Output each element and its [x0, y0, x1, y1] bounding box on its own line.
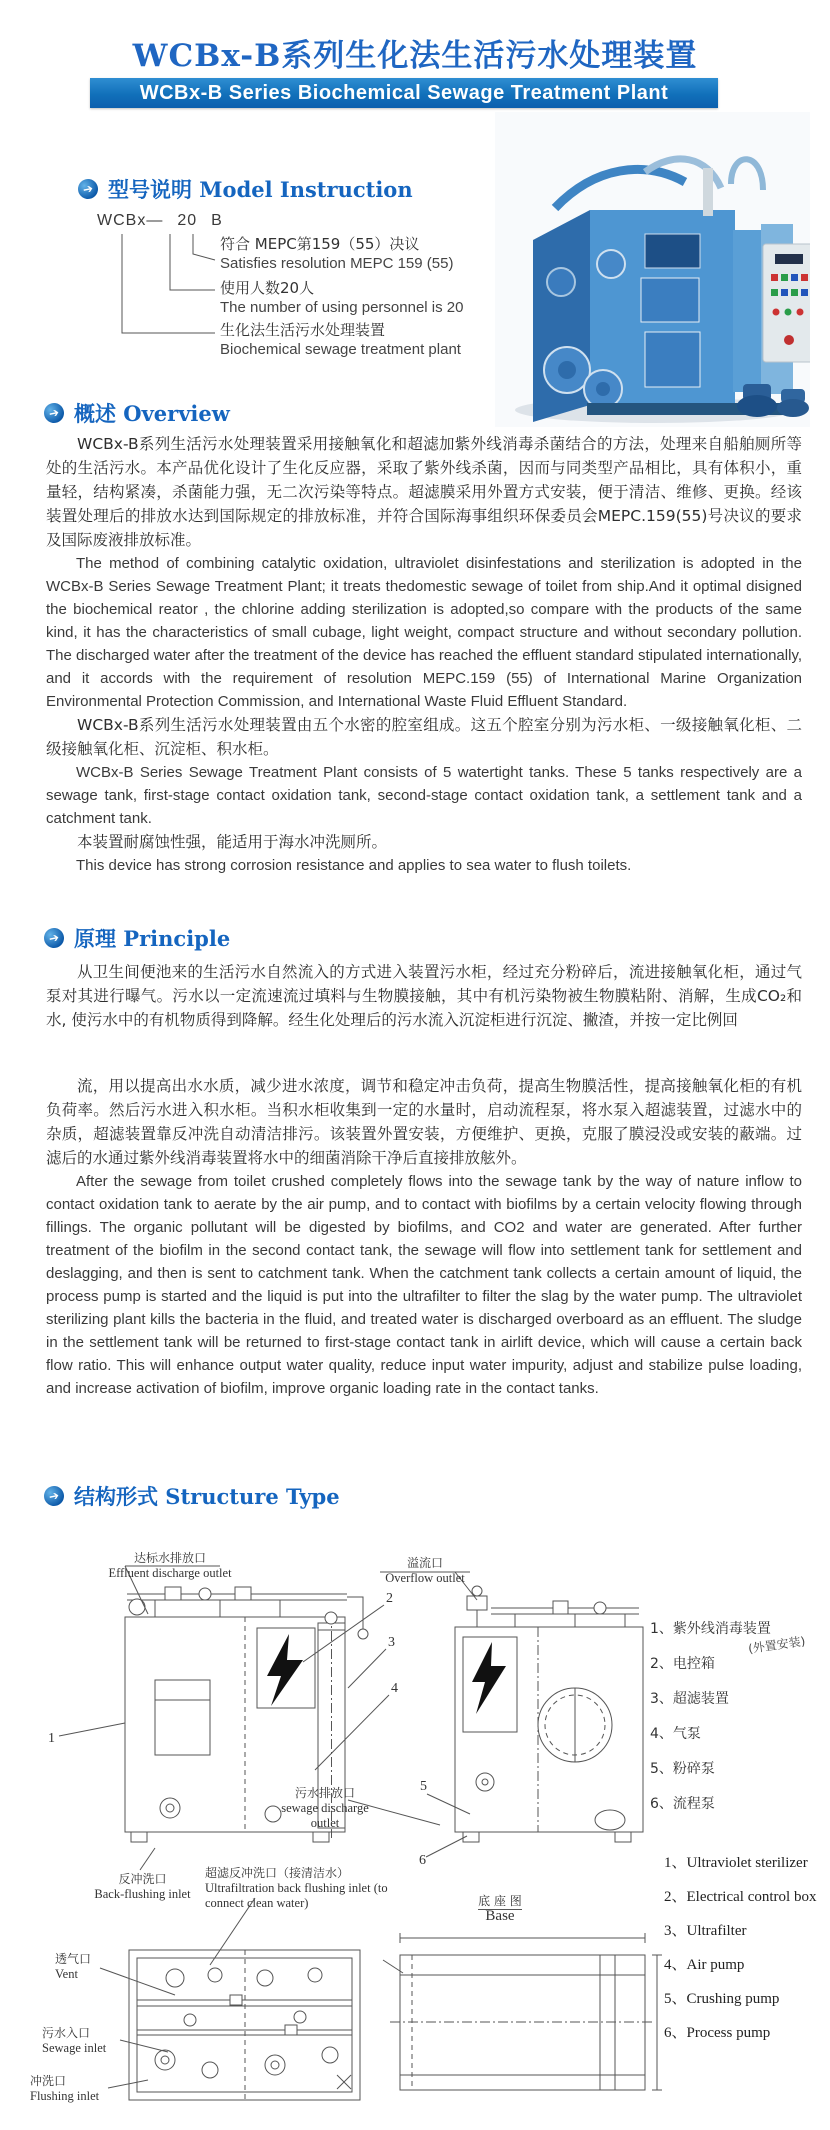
legend-zh-item-6: 6、流程泵	[650, 1796, 715, 1812]
front-view-right	[455, 1586, 643, 1842]
legend-en-item-3: 3、Ultrafilter	[664, 1923, 747, 1939]
legend-chinese	[650, 1612, 825, 1822]
page-title-zh: WCBx-B系列生化法生活污水处理装置	[132, 38, 698, 74]
section-heading-structure	[44, 1481, 340, 1511]
arrow-bullet-icon: ➔	[76, 177, 100, 201]
section-heading-model-text: 型号说明 Model Instruction	[108, 177, 413, 202]
model-code-prefix: WCBx—	[97, 212, 164, 229]
model-note-type	[220, 320, 640, 360]
label-back-flushing-inlet-zh: 反冲洗口	[118, 1872, 167, 1886]
callout-1: 1	[48, 1731, 55, 1746]
label-sewage-inlet	[42, 2026, 147, 2056]
label-back-flushing-inlet	[75, 1872, 210, 1902]
model-code-size: 20	[177, 212, 198, 229]
model-note-resolution-zh: 符合 MEPC第159（55）决议	[220, 235, 420, 253]
callout-3: 3	[388, 1635, 395, 1650]
legend-en-item-5: 5、Crushing pump	[664, 1991, 780, 2007]
legend-zh-item-1: 1、紫外线消毒装置	[650, 1621, 771, 1637]
legend-annotation-external-mount: (外置安装)	[747, 1634, 807, 1656]
legend-zh-item-4: 4、气泵	[650, 1726, 701, 1742]
label-effluent-outlet	[95, 1551, 245, 1581]
callout-4: 4	[391, 1681, 398, 1696]
label-sewage-discharge-outlet-zh: 污水排放口	[294, 1786, 355, 1800]
callout-5: 5	[420, 1779, 427, 1794]
legend-en-item-2: 2、Electrical control box	[664, 1889, 817, 1905]
label-overflow-outlet-zh: 溢流口	[406, 1556, 443, 1570]
label-effluent-outlet-zh: 达标水排放口	[133, 1551, 206, 1565]
callout-2: 2	[386, 1591, 393, 1606]
section-heading-structure-text: 结构形式 Structure Type	[74, 1484, 340, 1509]
label-vent-zh: 透气口	[55, 1952, 92, 1966]
legend-zh-item-3: 3、超滤装置	[650, 1691, 729, 1707]
model-code-variant: B	[211, 212, 223, 229]
model-note-personnel-zh: 使用人数20人	[220, 279, 315, 297]
plan-view	[129, 1950, 360, 2100]
legend-en-item-6: 6、Process pump	[664, 2025, 771, 2041]
section-heading-overview	[44, 398, 230, 428]
principle-paragraph-zh-2: 流，用以提高出水水质，减少进水浓度，调节和稳定冲击负荷，提高生物膜活性，提高接触氧化柜的有机负荷率。然后污水进入积水柜。当积水柜收集到一定的水量时，启动流程泵，将水泵入超滤装置，过滤水中的杂质，超滤装置靠反冲洗自动清洁排污。该装置外置安装，方便维护、更换，克服了膜浸没或安装的蔽端。过滤后的水通过紫外线消毒装置将水中的细菌消除干净后直接排放舷外。	[46, 1077, 802, 1167]
arrow-bullet-icon: ➔	[42, 1484, 66, 1508]
label-sewage-discharge-outlet-en: sewage discharge outlet	[281, 1801, 369, 1830]
overview-paragraphs	[46, 432, 802, 877]
label-vent-en: Vent	[55, 1967, 78, 1981]
label-effluent-outlet-en: Effluent discharge outlet	[108, 1566, 232, 1580]
label-flushing-inlet-zh: 冲洗口	[30, 2074, 67, 2088]
base-view	[383, 1933, 662, 2090]
section-heading-principle-text: 原理 Principle	[74, 926, 231, 951]
model-code	[97, 212, 237, 230]
label-overflow-outlet	[370, 1556, 480, 1586]
overview-paragraph-en-3: This device has strong corrosion resistance and applies to sea water to flush toilets.	[76, 857, 632, 874]
page-break-gap	[46, 1032, 802, 1074]
arrow-bullet-icon: ➔	[42, 401, 66, 425]
label-back-flushing-inlet-en: Back-flushing inlet	[94, 1887, 191, 1901]
section-heading-model	[78, 174, 413, 204]
model-note-resolution-en: Satisfies resolution MEPC 159 (55)	[220, 255, 454, 272]
overview-paragraph-zh-3: 本装置耐腐蚀性强，能适用于海水冲洗厕所。	[77, 833, 388, 851]
section-heading-principle	[44, 923, 230, 953]
overview-paragraph-zh-1: WCBx-B系列生活污水处理装置采用接触氧化和超滤加紫外线消毒杀菌结合的方法，处理来自船舶厕所等处的生活污水。本产品优化设计了生化反应器，采取了紫外线杀菌，因而与同类型产品相比，具有体积小，重量轻，结构紧凑，杀菌能力强，无二次污染等特点。超滤膜采用外置方式安装，便于清洁、维修、更换。经该装置处理后的排放水达到国际规定的排放标准，并符合国际海事组织环保委员会MEPC.159(55)号决议的要求及国际废液排放标准。	[46, 435, 802, 549]
label-base-title	[450, 1894, 550, 1924]
section-heading-overview-text: 概述 Overview	[74, 401, 230, 426]
principle-paragraphs	[46, 960, 802, 1400]
legend-zh-item-2: 2、电控箱	[650, 1656, 715, 1672]
page-title-en: WCBx-B Series Biochemical Sewage Treatment Plant	[139, 82, 669, 104]
label-flushing-inlet	[30, 2074, 145, 2104]
legend-en-item-1: 1、Ultraviolet sterilizer	[664, 1855, 808, 1871]
callout-6: 6	[419, 1853, 426, 1868]
label-uf-back-flushing-inlet	[205, 1866, 400, 1911]
principle-paragraph-zh-1: 从卫生间便池来的生活污水自然流入的方式进入装置污水柜，经过充分粉碎后，流进接触氧化柜，通过气泵对其进行曝气。污水以一定流速流过填料与生物膜接触，其中有机污染物被生物膜粘附、消解，生成CO₂和水, 使污水中的有机物质得到降解。经生化处理后的污水流入沉淀柜进行沉淀、撇渣，并按一定比例回	[46, 963, 802, 1029]
model-note-resolution	[220, 234, 640, 274]
label-uf-back-flushing-inlet-zh: 超滤反冲洗口（接清洁水）	[205, 1866, 350, 1880]
model-note-type-zh: 生化法生活污水处理装置	[220, 321, 386, 339]
overview-paragraph-en-1: The method of combining catalytic oxidation, ultraviolet disinfestations and sterilization is adopted in the WCBx-B Series Sewage Treatment Plant; it treats thedomestic sewage of toilet from ship.And it optimal disigned the biochemical reator , the chlorine adding sterilization is adopted,so compare with the products of the same kind, it has the characteristics of small cubage, light weight, compact structure and without secondary pollution. The discharged water after the treatment of the device has reached the effluent standard stipulated internationally, and it accords with the requirement of resolution MEPC.159 (55) of International Marine Organization Environmental Protection Commission, and International Waste Fluid Effluent Standard.	[46, 555, 802, 710]
overview-paragraph-en-2: WCBx-B Series Sewage Treatment Plant consists of 5 watertight tanks. These 5 tanks respectively are a sewage tank, first-stage contact oxidation tank, second-stage contact oxidation tank, a settlement tank and a catchment tank.	[46, 764, 802, 827]
arrow-bullet-icon: ➔	[42, 926, 66, 950]
principle-paragraph-en-1: After the sewage from toilet crushed completely flows into the sewage tank by the way of nature inflow to contact oxidation tank to aerate by the air pump, and to contact with biofilms by a certain velocity flowing through fillings. The organic pollutant will be digested by biofilms, and CO2 and water are generated. After further treatment of the biofilm in the second contact tank, the sewage will flow into settlement tank for settlement and deslagging, and then is sent to catchment tank. When the catchment tank collects a certain amount of liquid, the process pump is started and the liquid is put into the ultrafilter to filter the slag by the water pump. The ultraviolet sterilizing plant kills the bacteria in the fluid, and treated water is discharged overboard as an effluent. The sludge in the settlement tank will be returned to first-stage contact tank in airlift device, which will cause a certain back flow ratio. This will enhance output water quality, reduce input water impurity, adjust and stabilize pulse loading, and increase activation of biofilm, improve organic loading rate in the contact tanks.	[46, 1173, 802, 1397]
label-overflow-outlet-en: Overflow outlet	[385, 1571, 465, 1585]
legend-english	[664, 1846, 829, 2050]
label-uf-back-flushing-inlet-en: Ultrafiltration back flushing inlet (to connect clean water)	[205, 1881, 388, 1910]
label-sewage-discharge-outlet	[275, 1786, 375, 1831]
label-flushing-inlet-en: Flushing inlet	[30, 2089, 100, 2103]
model-note-personnel-en: The number of using personnel is 20	[220, 299, 464, 316]
label-base-title-zh: 底 座 图	[478, 1894, 522, 1908]
legend-en-item-4: 4、Air pump	[664, 1957, 745, 1973]
label-sewage-inlet-en: Sewage inlet	[42, 2041, 107, 2055]
label-sewage-inlet-zh: 污水入口	[42, 2026, 91, 2040]
overview-paragraph-zh-2: WCBx-B系列生活污水处理装置由五个水密的腔室组成。这五个腔室分别为污水柜、一级接触氧化柜、二级接触氧化柜、沉淀柜、积水柜。	[46, 716, 802, 758]
legend-zh-item-5: 5、粉碎泵	[650, 1761, 715, 1777]
label-vent	[55, 1952, 125, 1982]
label-base-title-en: Base	[485, 1908, 515, 1924]
title-banner	[90, 78, 718, 108]
model-note-type-en: Biochemical sewage treatment plant	[220, 341, 461, 358]
model-note-personnel	[220, 278, 640, 318]
